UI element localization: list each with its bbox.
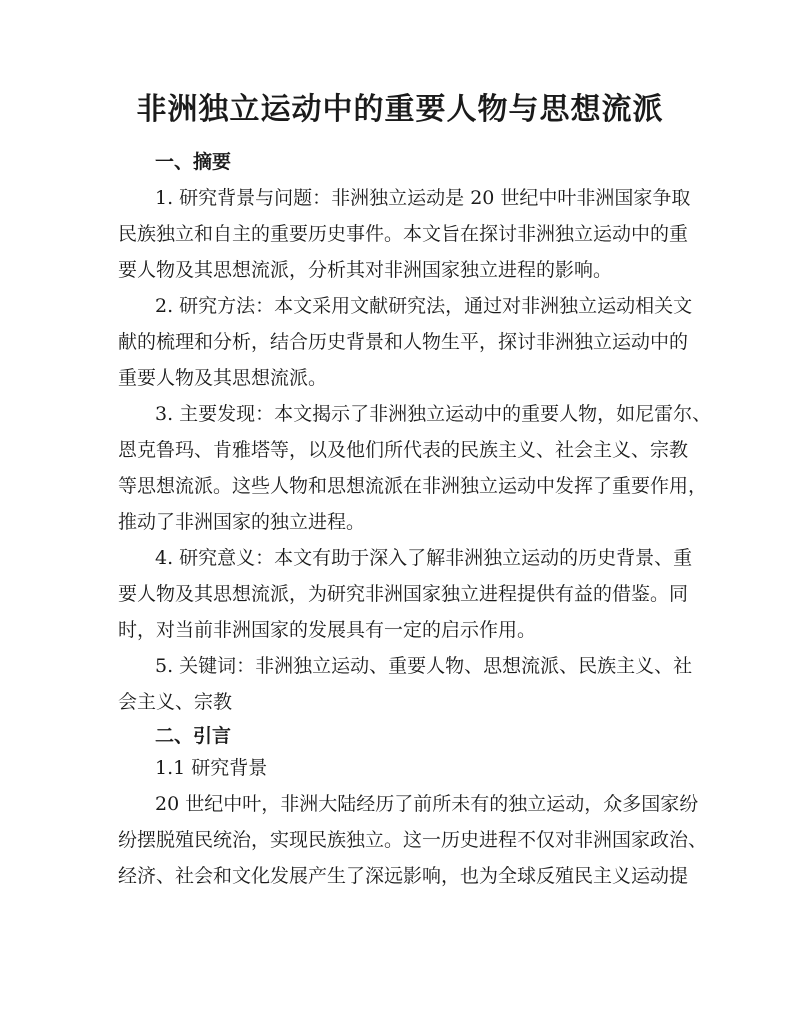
text-line: 经济、社会和文化发展产生了深远影响，也为全球反殖民主义运动提 (118, 865, 689, 887)
abstract-item-keywords (118, 648, 693, 720)
text-line: 会主义、宗教 (118, 691, 233, 713)
text-line: 民族独立和自主的重要历史事件。本文旨在探讨非洲独立运动中的重 (118, 223, 689, 245)
text-line: 重要人物及其思想流派。 (118, 367, 328, 389)
text-line: 献的梳理和分析，结合历史背景和人物生平，探讨非洲独立运动中的 (118, 331, 689, 353)
introduction-paragraph (118, 786, 708, 894)
text-line: 要人物及其思想流派，为研究非洲国家独立进程提供有益的借鉴。同 (118, 583, 689, 605)
abstract-item-significance (118, 540, 693, 648)
section-heading-introduction: 二、引言 (155, 725, 232, 747)
text-line: 5. 关键词：非洲独立运动、重要人物、思想流派、民族主义、社 (155, 655, 693, 677)
text-line: 恩克鲁玛、肯雅塔等，以及他们所代表的民族主义、社会主义、宗教 (118, 439, 689, 461)
text-line: 20 世纪中叶，非洲大陆经历了前所未有的独立运动，众多国家纷 (155, 793, 699, 815)
text-line: 推动了非洲国家的独立进程。 (118, 511, 366, 533)
text-line: 4. 研究意义：本文有助于深入了解非洲独立运动的历史背景、重 (155, 547, 693, 569)
text-line: 纷摆脱殖民统治，实现民族独立。这一历史进程不仅对非洲国家政治、 (118, 829, 708, 851)
text-line: 时，对当前非洲国家的发展具有一定的启示作用。 (118, 619, 537, 641)
text-line: 要人物及其思想流派，分析其对非洲国家独立进程的影响。 (118, 259, 613, 281)
document-title: 非洲独立运动中的重要人物与思想流派 (136, 92, 664, 127)
abstract-item-background (118, 180, 691, 288)
text-line: 3. 主要发现：本文揭示了非洲独立运动中的重要人物，如尼雷尔、 (155, 403, 712, 425)
abstract-item-findings (118, 396, 712, 540)
text-line: 1.1 研究背景 (155, 757, 268, 779)
text-line: 等思想流派。这些人物和思想流派在非洲独立运动中发挥了重要作用， (118, 475, 708, 497)
text-line: 2. 研究方法：本文采用文献研究法，通过对非洲独立运动相关文 (155, 295, 693, 317)
abstract-item-method (118, 288, 693, 396)
subsection-heading-background (118, 750, 688, 786)
text-line: 1. 研究背景与问题：非洲独立运动是 20 世纪中叶非洲国家争取 (155, 187, 691, 209)
section-heading-abstract: 一、摘要 (155, 151, 232, 173)
